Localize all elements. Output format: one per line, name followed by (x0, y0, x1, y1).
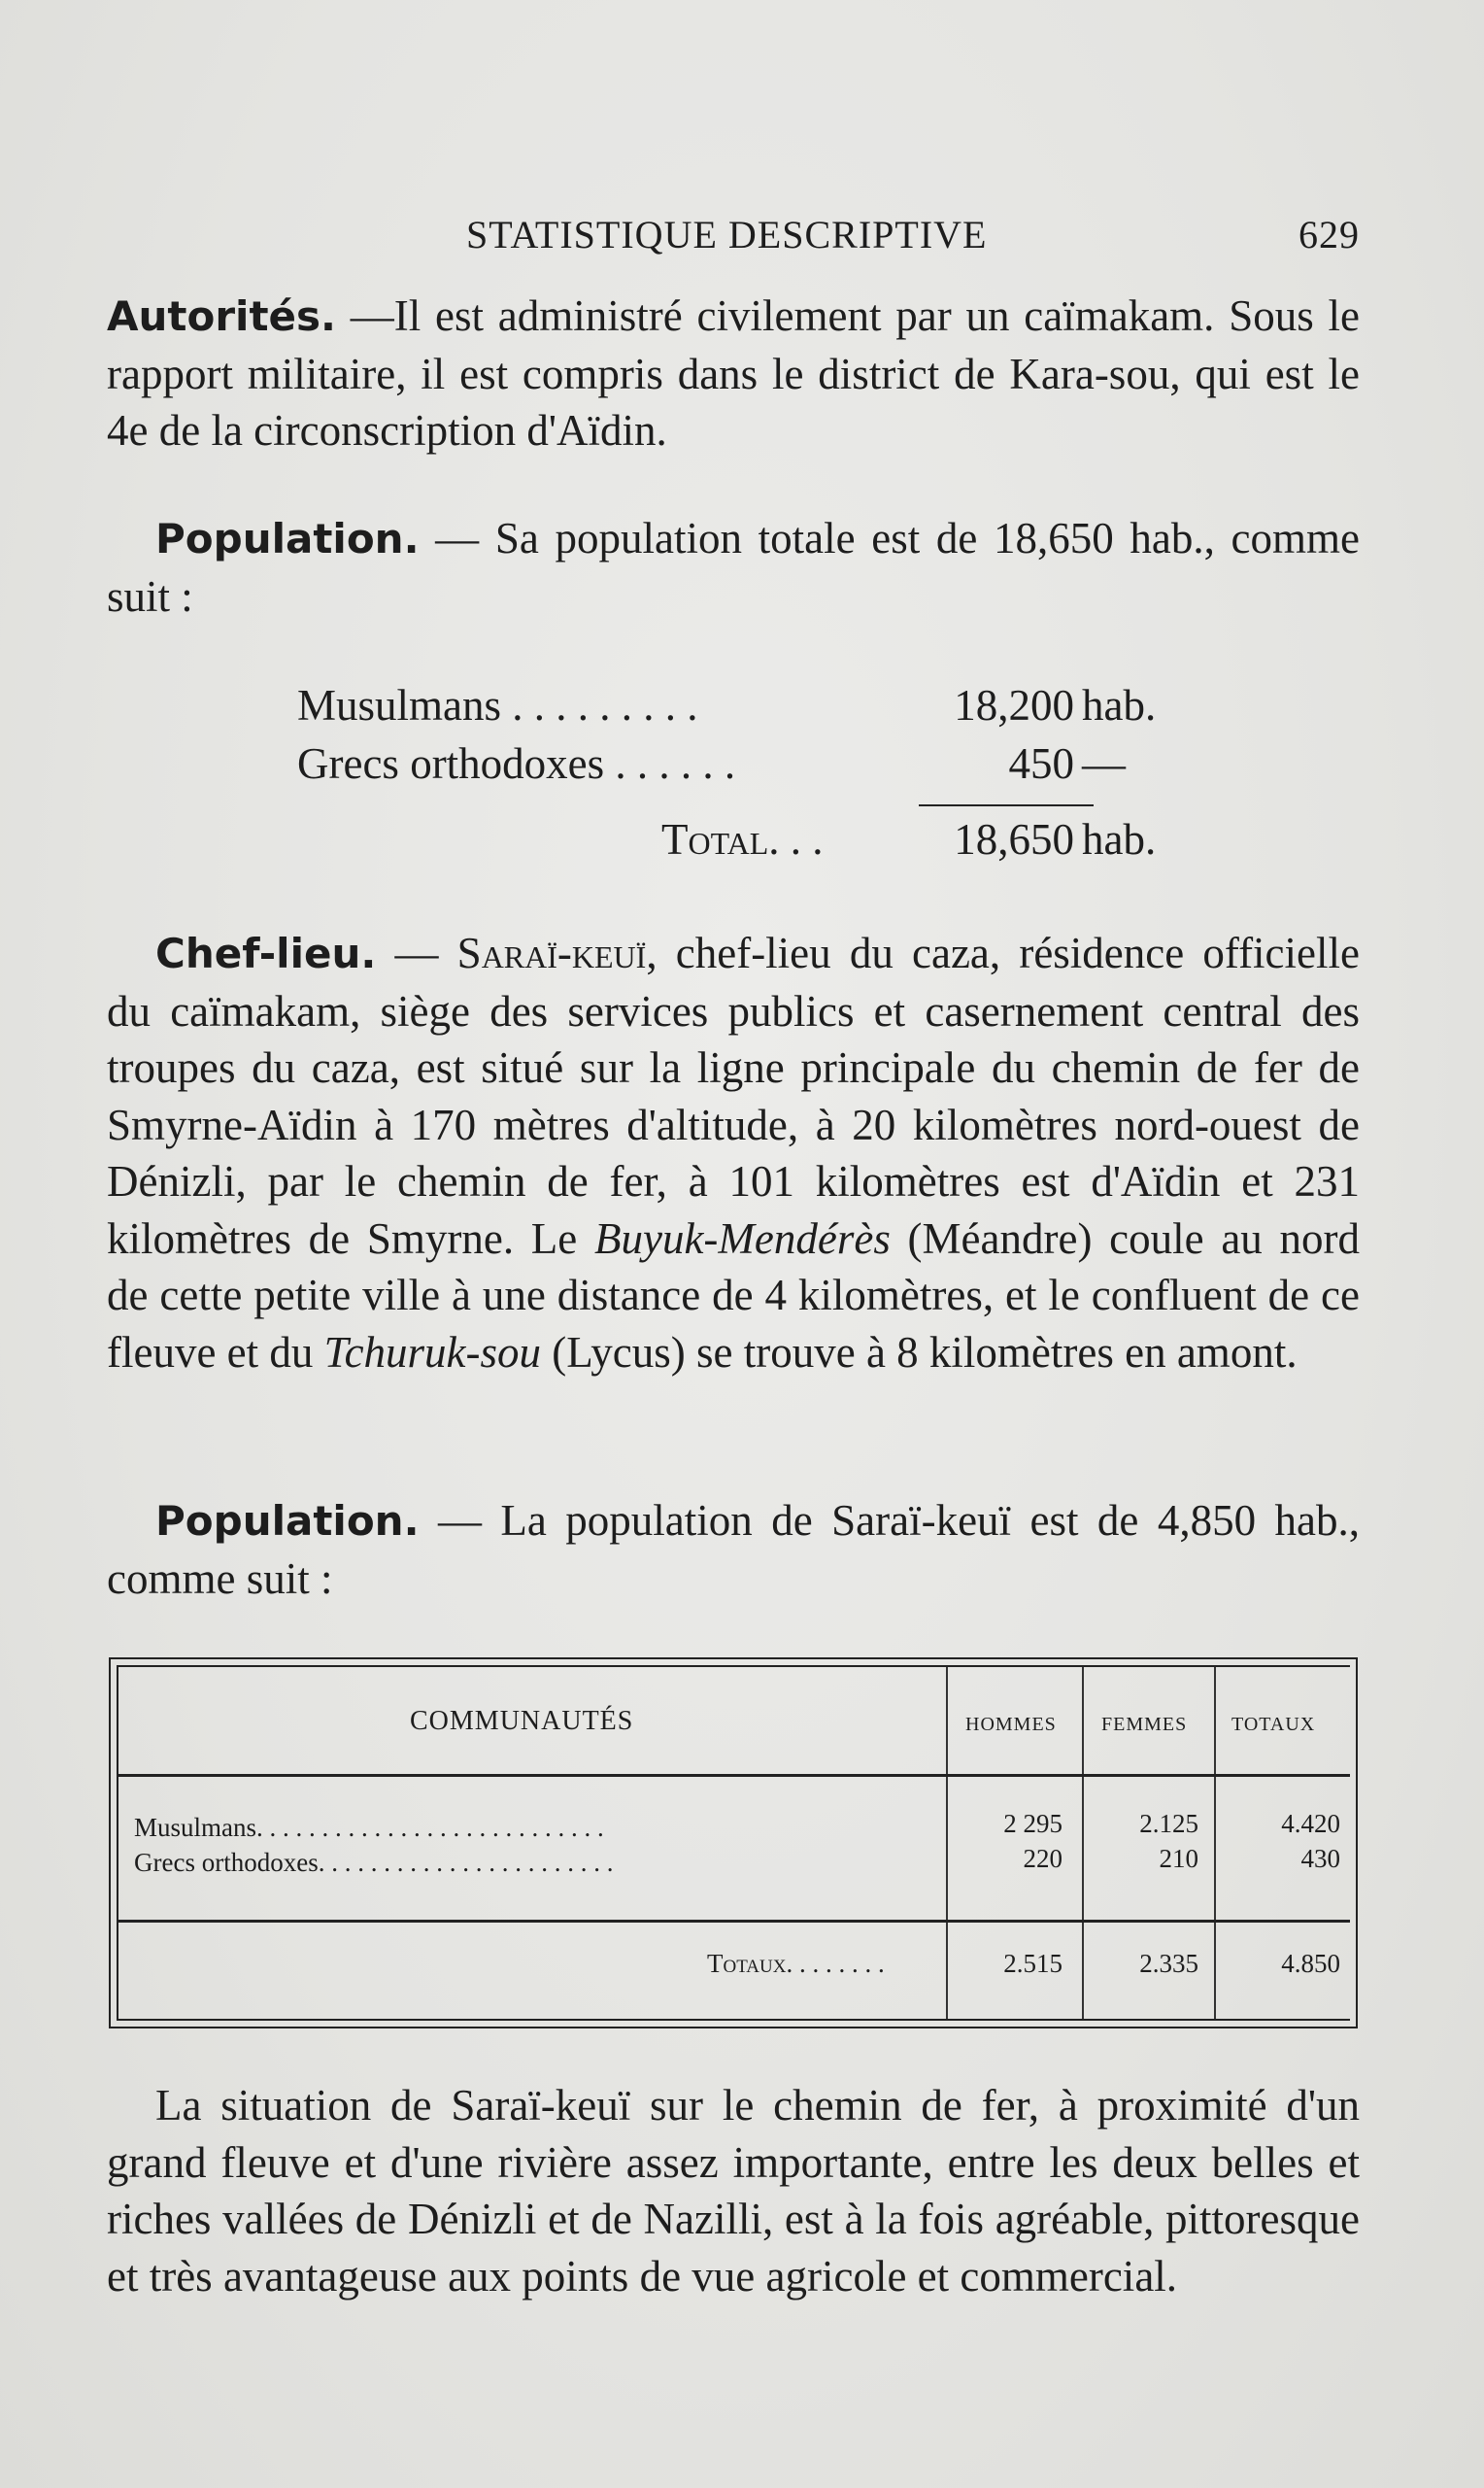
chef-lieu-section (107, 925, 1360, 1380)
table-inner-border (117, 1665, 1350, 2021)
population-row (297, 738, 1171, 797)
total-totaux: 4.850 (1281, 1949, 1340, 1978)
header-femmes: FEMMES (1101, 1714, 1188, 1735)
total-rule (118, 1920, 1350, 1923)
town-population-paragraph (107, 1492, 1360, 1607)
town-name: Saraï-keuï (456, 929, 647, 977)
column-divider (946, 1667, 948, 2019)
population-row-label: Musulmans . . . . . . . . . (297, 681, 698, 730)
sum-rule (919, 804, 1094, 806)
town-population-heading: Population. (155, 1497, 420, 1545)
header-totaux: TOTAUX (1231, 1714, 1316, 1735)
population-table (109, 1657, 1358, 2028)
population-paragraph (107, 510, 1360, 625)
chef-lieu-text-1: , chef-lieu du caza, résidence officielle du caïmakam, siège des services publics et casernement central des troupes du caza, est situé sur la ligne principale du chemin de fer de Smyrne-Aïdin à 170 mètres d'altitude, à 20 kilomètres nord-ouest de Dénizli, par le chemin de fer, à 101 kilomètres est d'Aïdin et 231 kilomètres de Smyrne. Le (107, 929, 1360, 1263)
population-row (297, 680, 1171, 738)
row-hommes-grecs: 220 (1023, 1844, 1062, 1873)
column-divider (1082, 1667, 1084, 2019)
population-row-unit: — (1082, 739, 1126, 788)
row-femmes-grecs: 210 (1159, 1844, 1198, 1873)
autorites-heading: Autorités. (107, 292, 336, 340)
population-row-value: 450 (1008, 739, 1074, 788)
column-divider (1214, 1667, 1216, 2019)
total-hommes: 2.515 (1003, 1949, 1062, 1978)
page-number: 629 (1298, 213, 1360, 256)
row-totaux-musulmans: 4.420 (1281, 1809, 1340, 1838)
autorites-paragraph (107, 288, 1360, 460)
total-label: Totaux. . . . . . . . (707, 1949, 885, 1978)
header-hommes: HOMMES (965, 1714, 1057, 1735)
running-header (107, 212, 1360, 270)
autorites-section (107, 288, 1360, 460)
population-total-value: 18,650 (954, 815, 1074, 864)
chef-lieu-heading: Chef-lieu. (155, 930, 377, 977)
chef-lieu-dash: — (376, 929, 457, 977)
population-row-unit: hab. (1082, 681, 1157, 730)
town-population-text: — La population de Saraï-keuï est de 4,850 hab., comme suit : (107, 1496, 1360, 1603)
closing-paragraph: La situation de Saraï-keuï sur le chemin de fer, à proximité d'un grand fleuve et d'une rivière assez importante, entre les deux belles et riches vallées de Dénizli et de Nazilli, est à la fois agréable, pittoresque et très avantageuse aux points de vue agricole et commercial. (107, 2081, 1360, 2301)
row-femmes-musulmans: 2.125 (1139, 1809, 1198, 1838)
running-title: STATISTIQUE DESCRIPTIVE (466, 213, 988, 256)
river-name-1: Buyuk-Mendérès (593, 1213, 891, 1263)
row-totaux-grecs: 430 (1300, 1844, 1340, 1873)
river-name-2: Tchuruk-sou (323, 1327, 542, 1377)
chef-lieu-paragraph (107, 925, 1360, 1380)
population-text: — Sa population totale est de 18,650 hab., comme suit : (107, 514, 1360, 621)
total-femmes: 2.335 (1139, 1949, 1198, 1978)
header-communautes: COMMUNAUTÉS (410, 1706, 634, 1736)
row-hommes-musulmans: 2 295 (1003, 1809, 1062, 1838)
closing-section (107, 2077, 1360, 2304)
population-total-label: Total. . . (661, 815, 824, 864)
header-rule (118, 1774, 1350, 1777)
chef-lieu-text-2: (Méandre) coule au nord de cette petite ville à une distance de 4 kilomètres, et le confluent de ce fleuve et du (107, 1213, 1360, 1377)
population-total-row (297, 814, 1171, 872)
population-total-unit: hab. (1082, 815, 1157, 864)
row-label-grecs: Grecs orthodoxes. . . . . . . . . . . . . . . . . . . . . . . (134, 1848, 614, 1877)
chef-lieu-text-3: (Lycus) se trouve à 8 kilomètres en amont. (541, 1327, 1298, 1377)
population-list (297, 680, 1171, 872)
autorites-text: —Il est administré civilement par un caïmakam. Sous le rapport militaire, il est compris dans le district de Kara-sou, qui est le 4e de la circonscription d'Aïdin. (107, 291, 1360, 455)
population-section (107, 510, 1360, 625)
population-heading: Population. (155, 515, 420, 562)
town-population-section (107, 1492, 1360, 1607)
population-row-label: Grecs orthodoxes . . . . . . (297, 739, 736, 788)
row-label-musulmans: Musulmans. . . . . . . . . . . . . . . . . . . . . . . . . . . (134, 1813, 604, 1842)
population-row-value: 18,200 (954, 681, 1074, 730)
